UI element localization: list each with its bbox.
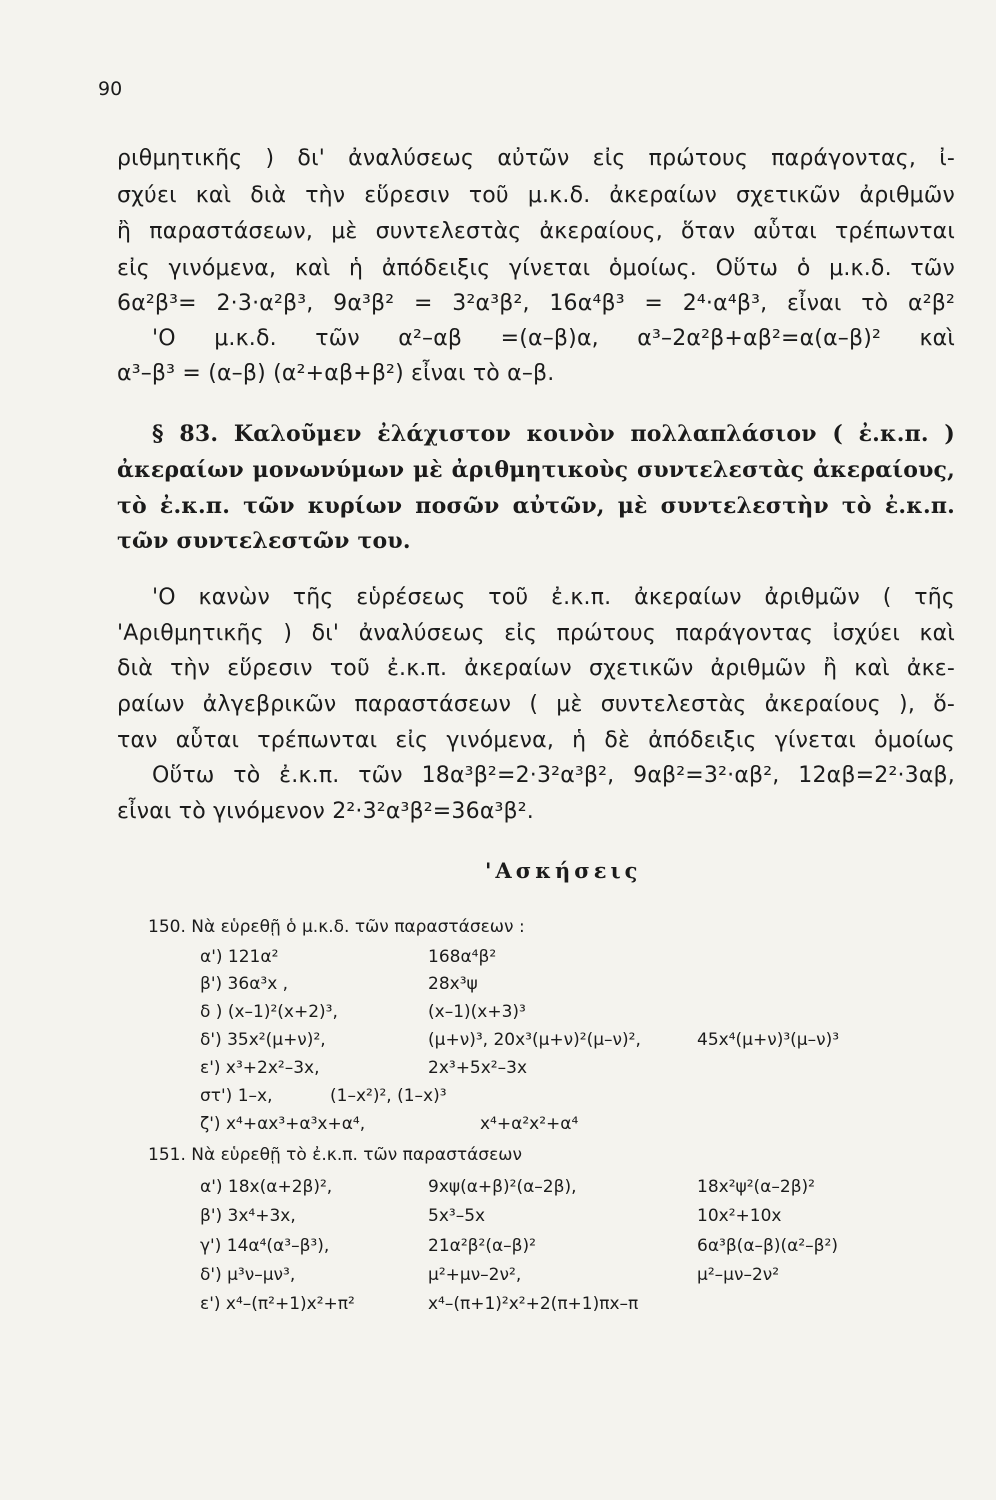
section83-line-3: τὸ ἐ.κ.π. τῶν κυρίων ποσῶν αὐτῶν, μὲ συντελεστὴν τὸ ἐ.κ.π. (117, 493, 955, 519)
section83-line-2: ἀκεραίων μονωνύμων μὲ ἀριθμητικοὺς συντελεστὰς ἀκεραίους, (117, 457, 955, 483)
ex150-row-g-col2: x⁴+α²x²+α⁴ (480, 1114, 579, 1134)
ex151-row-a-col1: α') 18x(α+2β)², (200, 1177, 333, 1197)
ex151-row-c-col2: 21α²β²(α–β)² (428, 1236, 536, 1256)
ex150-row-e-col1: ε') x³+2x²–3x, (200, 1058, 320, 1078)
ex150-row-d-col3: 45x⁴(μ+ν)³(μ–ν)³ (697, 1030, 840, 1050)
paragraph2-line-6: Οὕτω τὸ ἐ.κ.π. τῶν 18α³β²=2·3²α³β², 9αβ²=3²·αβ², 12αβ=2²·3αβ, (152, 763, 955, 788)
section83-line-1: § 83. Καλοῦμεν ἐλάχιστον κοινὸν πολλαπλάσιον ( ἐ.κ.π. ) (152, 421, 955, 447)
page-number: 90 (98, 78, 123, 100)
ex150-row-c-col1: δ ) (x–1)²(x+2)³, (200, 1002, 338, 1022)
paragraph1-line-5: 6α²β³= 2·3·α²β³, 9α³β² = 3²α³β², 16α⁴β³ = 2⁴·α⁴β³, εἶναι τὸ α²β² (117, 291, 955, 316)
paragraph1-line-4: εἰς γινόμενα, καὶ ἡ ἀπόδειξις γίνεται ὁμοίως. Οὕτω ὁ μ.κ.δ. τῶν (117, 256, 955, 281)
ex151-row-c-col3: 6α³β(α–β)(α²–β²) (697, 1236, 838, 1256)
ex151-row-e-col2: x⁴–(π+1)²x²+2(π+1)πx–π (428, 1294, 639, 1314)
paragraph1-line-6: 'Ο μ.κ.δ. τῶν α²–αβ =(α–β)α, α³–2α²β+αβ²=α(α–β)² καὶ (152, 326, 955, 351)
ex150-row-b-col2: 28x³ψ (428, 974, 478, 994)
ex151-row-d-col2: μ²+μν–2ν², (428, 1265, 522, 1285)
ex150-row-f-col1: στ') 1–x, (200, 1086, 273, 1106)
paragraph2-line-5: ταν αὗται τρέπωνται εἰς γινόμενα, ἡ δὲ ἀπόδειξις γίνεται ὁμοίως (117, 728, 955, 753)
ex150-row-d-col1: δ') 35x²(μ+ν)², (200, 1030, 326, 1050)
ex151-title: 151. Νὰ εὑρεθῇ τὸ ἐ.κ.π. τῶν παραστάσεων (148, 1145, 522, 1165)
ex151-row-a-col2: 9xψ(α+β)²(α–2β), (428, 1177, 577, 1197)
ex151-row-b-col3: 10x²+10x (697, 1206, 782, 1226)
paragraph1-line-1: ριθμητικῆς ) δι' ἀναλύσεως αὐτῶν εἰς πρώτους παράγοντας, ἰ- (117, 146, 955, 171)
ex151-row-c-col1: γ') 14α⁴(α³–β³), (200, 1236, 330, 1256)
ex150-row-a-col2: 168α⁴β² (428, 947, 497, 967)
ex151-row-b-col1: β') 3x⁴+3x, (200, 1206, 296, 1226)
paragraph2-line-7: εἶναι τὸ γινόμενον 2²·3²α³β²=36α³β². (117, 799, 535, 824)
ex150-row-d-col2: (μ+ν)³, 20x³(μ+ν)²(μ–ν)², (428, 1030, 641, 1050)
paragraph2-line-1: 'Ο κανὼν τῆς εὑρέσεως τοῦ ἐ.κ.π. ἀκεραίων ἀριθμῶν ( τῆς (152, 585, 955, 610)
ex150-row-e-col2: 2x³+5x²–3x (428, 1058, 528, 1078)
ex150-row-b-col1: β') 36α³x , (200, 974, 289, 994)
paragraph1-line-2: σχύει καὶ διὰ τὴν εὕρεσιν τοῦ μ.κ.δ. ἀκεραίων σχετικῶν ἀριθμῶν (117, 183, 955, 208)
ex150-row-f-col2: (1–x²)², (1–x)³ (330, 1086, 447, 1106)
ex151-row-e-col1: ε') x⁴–(π²+1)x²+π² (200, 1294, 355, 1314)
ex150-row-g-col1: ζ') x⁴+αx³+α³x+α⁴, (200, 1114, 366, 1134)
ex151-row-d-col1: δ') μ³ν–μν³, (200, 1265, 296, 1285)
paragraph1-line-7: α³–β³ = (α–β) (α²+αβ+β²) εἶναι τὸ α–β. (117, 361, 555, 386)
section83-line-4: τῶν συντελεστῶν του. (117, 528, 411, 554)
paragraph2-line-2: 'Αριθμητικῆς ) δι' ἀναλύσεως εἰς πρώτους παράγοντας ἰσχύει καὶ (117, 621, 955, 646)
ex151-row-b-col2: 5x³–5x (428, 1206, 486, 1226)
ex150-title: 150. Νὰ εὑρεθῇ ὁ μ.κ.δ. τῶν παραστάσεων : (148, 917, 525, 937)
exercises-heading: 'Ασκήσεις (485, 858, 642, 883)
paragraph2-line-4: ραίων ἀλγεβρικῶν παραστάσεων ( μὲ συντελεστὰς ἀκεραίους ), ὅ- (117, 692, 955, 717)
ex151-row-a-col3: 18x²ψ²(α–2β)² (697, 1177, 815, 1197)
ex150-row-c-col2: (x–1)(x+3)³ (428, 1002, 526, 1022)
ex150-row-a-col1: α') 121α² (200, 947, 279, 967)
paragraph1-line-3: ἢ παραστάσεων, μὲ συντελεστὰς ἀκεραίους, ὅταν αὗται τρέπωνται (117, 219, 955, 244)
paragraph2-line-3: διὰ τὴν εὕρεσιν τοῦ ἐ.κ.π. ἀκεραίων σχετικῶν ἀριθμῶν ἢ καὶ ἀκε- (117, 656, 955, 681)
ex151-row-d-col3: μ²–μν–2ν² (697, 1265, 780, 1285)
